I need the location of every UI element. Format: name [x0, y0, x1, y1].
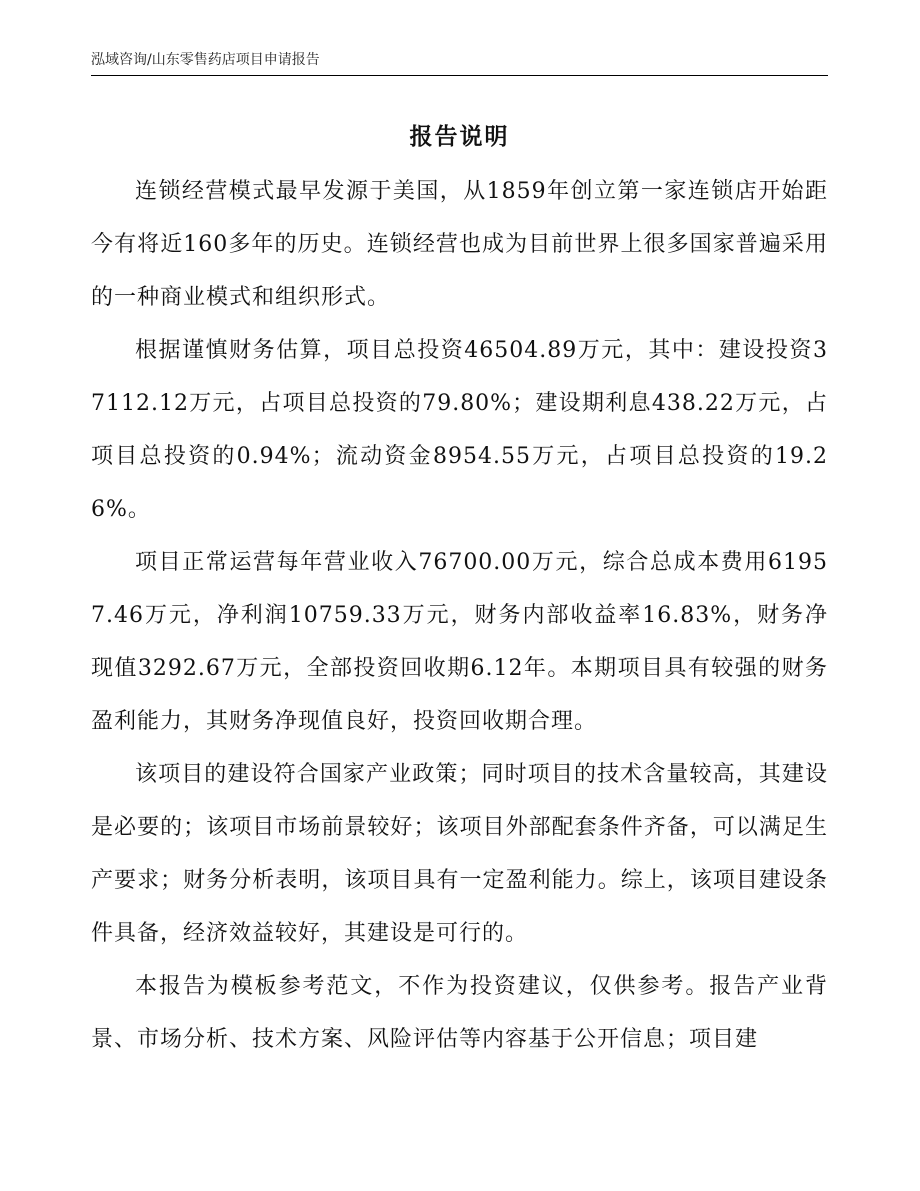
paragraph-feasibility: 该项目的建设符合国家产业政策；同时项目的技术含量较高，其建设是必要的；该项目市场前景较好；该项目外部配套条件齐备，可以满足生产要求；财务分析表明，该项目具有一定盈利能力。综上，该项目建设条件具备，经济效益较好，其建设是可行的。 [91, 762, 828, 946]
document-body [91, 165, 828, 1066]
paragraph-intro: 连锁经营模式最早发源于美国，从1859年创立第一家连锁店开始距今有将近160多年的历史。连锁经营也成为目前世界上很多国家普遍采用的一种商业模式和组织形式。 [91, 179, 828, 310]
page-header: 泓域咨询/山东零售药店项目申请报告 [91, 52, 320, 68]
paragraph-disclaimer: 本报告为模板参考范文，不作为投资建议，仅供参考。报告产业背景、市场分析、技术方案、风险评估等内容基于公开信息；项目建 [91, 974, 828, 1052]
header-divider [91, 75, 828, 76]
document-title: 报告说明 [409, 124, 510, 150]
paragraph-investment: 根据谨慎财务估算，项目总投资46504.89万元，其中：建设投资37112.12万元，占项目总投资的79.80%；建设期利息438.22万元，占项目总投资的0.94%；流动资金8954.55万元，占项目总投资的19.26%。 [91, 338, 828, 522]
paragraph-revenue: 项目正常运营每年营业收入76700.00万元，综合总成本费用61957.46万元，净利润10759.33万元，财务内部收益率16.83%，财务净现值3292.67万元，全部投资回收期6.12年。本期项目具有较强的财务盈利能力，其财务净现值良好，投资回收期合理。 [91, 550, 828, 734]
